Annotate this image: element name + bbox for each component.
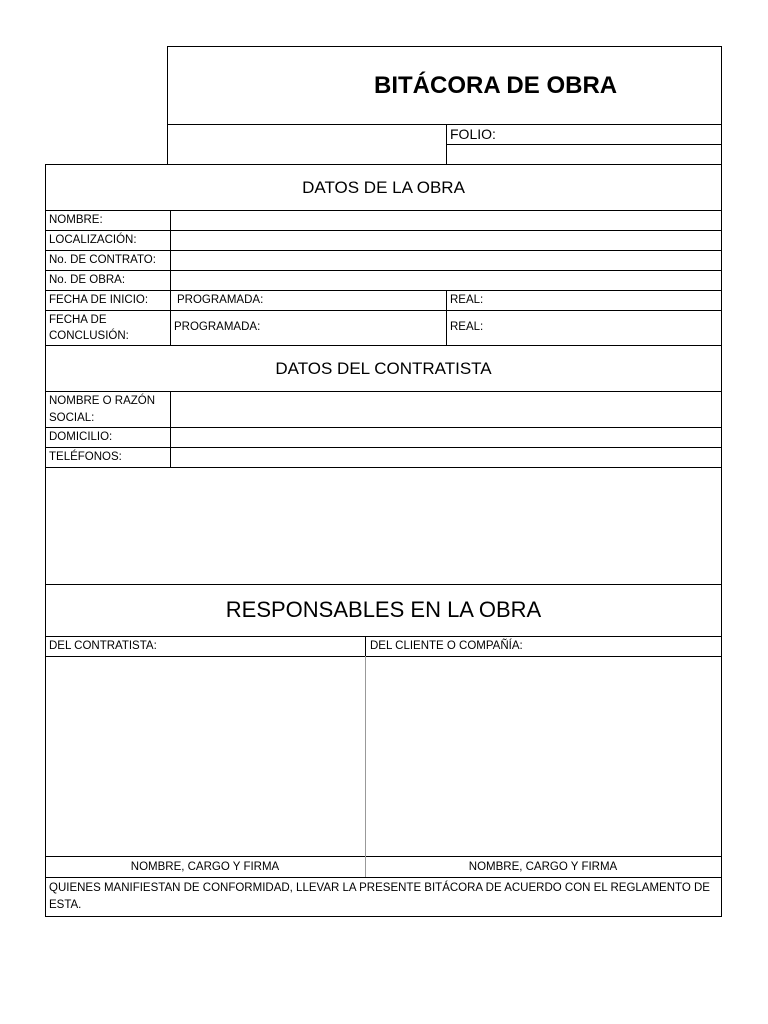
folio-field[interactable]: [502, 125, 720, 143]
fecha-conclusion-label: FECHA DE CONCLUSIÓN:: [49, 314, 129, 342]
conclusion-real-field[interactable]: [484, 312, 720, 344]
razon-social-field[interactable]: [171, 392, 720, 426]
no-obra-label: No. DE OBRA:: [49, 274, 126, 286]
inicio-real-field[interactable]: [484, 291, 720, 309]
contrato-label: No. DE CONTRATO:: [49, 254, 156, 266]
fecha-inicio-label: FECHA DE INICIO:: [49, 294, 149, 306]
notes-area[interactable]: [46, 468, 721, 583]
cliente-signature-area[interactable]: [366, 657, 720, 855]
firma-label-contratista: NOMBRE, CARGO Y FIRMA: [130, 861, 280, 873]
section-heading-responsables: RESPONSABLES EN LA OBRA: [225, 597, 542, 622]
localizacion-label: LOCALIZACIÓN:: [49, 234, 137, 246]
section-heading-contratista: DATOS DEL CONTRATISTA: [275, 359, 492, 378]
domicilio-label: DOMICILIO:: [49, 431, 113, 443]
telefonos-label: TELÉFONOS:: [49, 451, 122, 463]
responsables-top-line: [45, 584, 722, 585]
localizacion-field[interactable]: [171, 231, 720, 249]
page-title: BITÁCORA DE OBRA: [374, 72, 618, 99]
nombre-label: NOMBRE:: [49, 214, 103, 226]
inicio-programada-field[interactable]: [268, 291, 444, 309]
conclusion-programada-field[interactable]: [266, 312, 444, 344]
del-contratista-label: DEL CONTRATISTA:: [49, 640, 157, 652]
conclusion-real-label: REAL:: [450, 321, 484, 333]
del-cliente-label: DEL CLIENTE O COMPAÑÍA:: [370, 640, 523, 652]
nombre-field[interactable]: [171, 211, 720, 229]
folio-extra-field[interactable]: [447, 145, 720, 163]
razon-social-label: NOMBRE O RAZÓN SOCIAL:: [49, 395, 156, 424]
firma-label-cliente: NOMBRE, CARGO Y FIRMA: [468, 861, 618, 873]
conclusion-programada-label: PROGRAMADA:: [174, 321, 261, 333]
no-obra-field[interactable]: [171, 271, 720, 289]
conformity-statement: QUIENES MANIFIESTAN DE CONFORMIDAD, LLEVAR LA PRESENTE BITÁCORA DE ACUERDO CON EL REGLAMENTO DE ESTA.: [49, 882, 710, 911]
folio-label: FOLIO:: [450, 126, 496, 142]
section-heading-obra: DATOS DE LA OBRA: [302, 178, 465, 197]
domicilio-field[interactable]: [171, 428, 720, 446]
contratista-signature-area[interactable]: [46, 657, 364, 855]
inicio-real-label: REAL:: [450, 294, 484, 306]
telefonos-field[interactable]: [171, 448, 720, 466]
contrato-field[interactable]: [171, 251, 720, 269]
inicio-programada-label: PROGRAMADA:: [177, 294, 264, 306]
